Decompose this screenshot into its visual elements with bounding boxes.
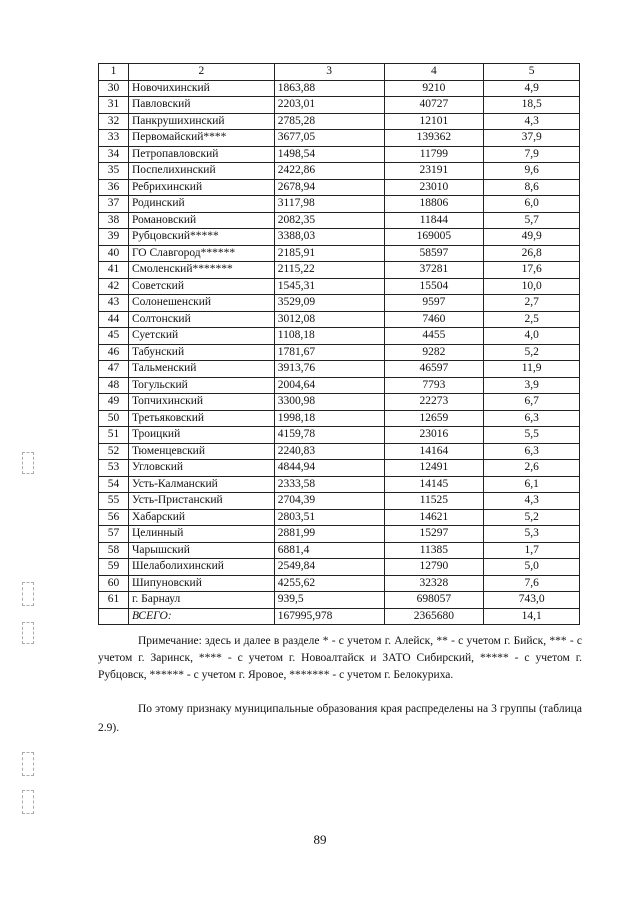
table-row [99,278,580,295]
table-row [99,113,580,130]
margin-scan-mark [22,452,34,474]
table-cell: Советский [128,278,274,295]
table-cell: 2,6 [484,460,580,477]
table-cell: 54 [99,476,129,493]
table-cell: 11844 [384,212,484,229]
table-cell: 18806 [384,196,484,213]
table-cell: 1108,18 [274,328,384,345]
table-cell: 46 [99,344,129,361]
table-cell: 3677,05 [274,130,384,147]
table-cell: 40 [99,245,129,262]
table-cell: 1998,18 [274,410,384,427]
table-header-row [99,64,580,81]
table-cell: Суетский [128,328,274,345]
table-cell: Хабарский [128,509,274,526]
table-cell: 59 [99,559,129,576]
table-cell: Топчихинский [128,394,274,411]
table-cell: 939,5 [274,592,384,609]
table-cell: 12491 [384,460,484,477]
table-cell: Поспелихинский [128,163,274,180]
table-cell: 3388,03 [274,229,384,246]
col-header: 1 [99,64,129,81]
table-cell: 6,0 [484,196,580,213]
table-cell: 39 [99,229,129,246]
table-cell: 3529,09 [274,295,384,312]
table-cell: Павловский [128,97,274,114]
table-row [99,212,580,229]
table-cell: 15504 [384,278,484,295]
table-row [99,163,580,180]
table-cell: 4455 [384,328,484,345]
table-cell: 37 [99,196,129,213]
table-body [99,80,580,625]
table-cell: 35 [99,163,129,180]
table-cell: 42 [99,278,129,295]
table-cell: 36 [99,179,129,196]
table-row [99,394,580,411]
table-cell: 4,9 [484,80,580,97]
table-cell: 5,2 [484,344,580,361]
table-cell: 1545,31 [274,278,384,295]
table-cell: 49,9 [484,229,580,246]
table-cell: 2704,39 [274,493,384,510]
table-cell: 9,6 [484,163,580,180]
table-cell: 2185,91 [274,245,384,262]
table-cell: 2115,22 [274,262,384,279]
table-total-row [99,608,580,625]
col-header: 4 [384,64,484,81]
table-cell: 7,9 [484,146,580,163]
table-cell: 743,0 [484,592,580,609]
table-cell: 10,0 [484,278,580,295]
table-cell: 4,3 [484,493,580,510]
col-header: 3 [274,64,384,81]
table-cell: Петропавловский [128,146,274,163]
table-cell: 23191 [384,163,484,180]
table-cell: 45 [99,328,129,345]
table-cell: 9282 [384,344,484,361]
table-cell: Усть-Калманский [128,476,274,493]
table-cell: 22273 [384,394,484,411]
table-cell: 2,7 [484,295,580,312]
table-cell: 41 [99,262,129,279]
table-cell: Тюменцевский [128,443,274,460]
table-row [99,377,580,394]
table-cell: 11799 [384,146,484,163]
table-cell: 3117,98 [274,196,384,213]
table-cell: 4,0 [484,328,580,345]
table-cell: 12101 [384,113,484,130]
table-cell: 33 [99,130,129,147]
table-cell: 2803,51 [274,509,384,526]
table-row [99,427,580,444]
page-number: 89 [313,832,327,847]
table-cell: 38 [99,212,129,229]
table-cell: 1781,67 [274,344,384,361]
table-cell: 139362 [384,130,484,147]
table-cell: Романовский [128,212,274,229]
table-cell: Панкрушихинский [128,113,274,130]
table-cell: 4,3 [484,113,580,130]
table-cell: 1863,88 [274,80,384,97]
table-cell: Рубцовский***** [128,229,274,246]
table-row [99,344,580,361]
table-cell: 55 [99,493,129,510]
table-row [99,493,580,510]
table-cell: 15297 [384,526,484,543]
table-cell: Угловский [128,460,274,477]
table-cell: 2,5 [484,311,580,328]
table-row [99,592,580,609]
table-cell: 60 [99,575,129,592]
table-cell: 53 [99,460,129,477]
col-header: 5 [484,64,580,81]
table-row [99,311,580,328]
table-cell: 3,9 [484,377,580,394]
total-cell [99,608,129,625]
table-cell: Родинский [128,196,274,213]
table-cell: 6,3 [484,410,580,427]
table-cell: Шелаболихинский [128,559,274,576]
table-cell: 56 [99,509,129,526]
table-cell: 2422,86 [274,163,384,180]
table-cell: 5,0 [484,559,580,576]
table-cell: 11525 [384,493,484,510]
table-cell: 23016 [384,427,484,444]
table-cell: 5,3 [484,526,580,543]
table-cell: 5,5 [484,427,580,444]
table-cell: 32328 [384,575,484,592]
table-cell: 11385 [384,542,484,559]
table-row [99,559,580,576]
table-row [99,476,580,493]
table-cell: 31 [99,97,129,114]
table-cell: 1,7 [484,542,580,559]
table-cell: 61 [99,592,129,609]
table-row [99,575,580,592]
table-cell: 43 [99,295,129,312]
table-cell: 4255,62 [274,575,384,592]
table-row [99,361,580,378]
table-cell: 48 [99,377,129,394]
table-cell: Шипуновский [128,575,274,592]
table-cell: 7,6 [484,575,580,592]
table-cell: Троицкий [128,427,274,444]
table-cell: 9597 [384,295,484,312]
table-cell: 1498,54 [274,146,384,163]
table-cell: 2333,58 [274,476,384,493]
table-cell: Ребрихинский [128,179,274,196]
table-cell: 12659 [384,410,484,427]
table-cell: 14164 [384,443,484,460]
table-cell: 6,7 [484,394,580,411]
table-cell: 5,2 [484,509,580,526]
table-row [99,542,580,559]
table-cell: Усть-Пристанский [128,493,274,510]
total-cell: 167995,978 [274,608,384,625]
table-cell: 169005 [384,229,484,246]
table-cell: 6881,4 [274,542,384,559]
table-row [99,130,580,147]
margin-scan-mark [22,622,34,644]
table-cell: 7460 [384,311,484,328]
table-cell: Смоленский******* [128,262,274,279]
table-row [99,328,580,345]
table-cell: 2678,94 [274,179,384,196]
table-row [99,229,580,246]
table-row [99,460,580,477]
table-cell: 2785,28 [274,113,384,130]
table-row [99,80,580,97]
table-cell: 50 [99,410,129,427]
table-cell: 3012,08 [274,311,384,328]
table-cell: 2881,99 [274,526,384,543]
table-cell: 2082,35 [274,212,384,229]
table-row [99,146,580,163]
table-cell: Новочихинский [128,80,274,97]
table-cell: 49 [99,394,129,411]
table-cell: 47 [99,361,129,378]
table-note: Примечание: здесь и далее в разделе * - с учетом г. Алейск, ** - с учетом г. Бийск, *** - с учетом г. Заринск, **** - с учетом г. Новоалтайск и ЗАТО Сибирский, ***** - с учетом г. Рубцовск, ****** - с учетом г. Яровое, ******* - с учетом г. Белокуриха. [98,635,582,681]
table-row [99,245,580,262]
table-cell: Солонешенский [128,295,274,312]
table-cell: 14621 [384,509,484,526]
table-cell: 3913,76 [274,361,384,378]
table-cell: 2004,64 [274,377,384,394]
table-cell: 14145 [384,476,484,493]
municipal-table [98,63,580,625]
table-cell: 8,6 [484,179,580,196]
col-header: 2 [128,64,274,81]
table-cell: Солтонский [128,311,274,328]
table-cell: 9210 [384,80,484,97]
table-cell: Целинный [128,526,274,543]
table-cell: Третьяковский [128,410,274,427]
table-cell: 52 [99,443,129,460]
table-row [99,262,580,279]
table-cell: 34 [99,146,129,163]
table-cell: 2203,01 [274,97,384,114]
table-cell: 12790 [384,559,484,576]
table-row [99,97,580,114]
table-cell: 30 [99,80,129,97]
total-cell: 2365680 [384,608,484,625]
body-paragraph: По этому признаку муниципальные образования края распределены на 3 группы (таблица 2.9). [98,703,582,734]
table-cell: 5,7 [484,212,580,229]
table-cell: 58597 [384,245,484,262]
table-cell: 46597 [384,361,484,378]
table-row [99,295,580,312]
table-row [99,410,580,427]
table-cell: 51 [99,427,129,444]
table-cell: 18,5 [484,97,580,114]
table-cell: 4844,94 [274,460,384,477]
table-cell: 32 [99,113,129,130]
table-cell: 37281 [384,262,484,279]
table-cell: Чарышский [128,542,274,559]
margin-scan-mark [22,790,34,814]
table-cell: 6,1 [484,476,580,493]
table-row [99,196,580,213]
table-cell: 26,8 [484,245,580,262]
table-row [99,443,580,460]
table-cell: 40727 [384,97,484,114]
table-row [99,179,580,196]
table-row [99,526,580,543]
table-cell: ГО Славгород****** [128,245,274,262]
margin-scan-mark [22,582,34,606]
table-cell: 17,6 [484,262,580,279]
total-cell: ВСЕГО: [128,608,274,625]
table-cell: Первомайский**** [128,130,274,147]
table-cell: 58 [99,542,129,559]
table-cell: г. Барнаул [128,592,274,609]
table-cell: 2549,84 [274,559,384,576]
table-row [99,509,580,526]
table-cell: 44 [99,311,129,328]
table-cell: 698057 [384,592,484,609]
table-cell: 11,9 [484,361,580,378]
table-cell: Табунский [128,344,274,361]
table-cell: 37,9 [484,130,580,147]
table-cell: Тогульский [128,377,274,394]
margin-scan-mark [22,752,34,776]
table-cell: 2240,83 [274,443,384,460]
table-cell: 4159,78 [274,427,384,444]
table-cell: 7793 [384,377,484,394]
table-cell: Тальменский [128,361,274,378]
total-cell: 14,1 [484,608,580,625]
table-cell: 3300,98 [274,394,384,411]
table-cell: 57 [99,526,129,543]
table-cell: 6,3 [484,443,580,460]
table-cell: 23010 [384,179,484,196]
